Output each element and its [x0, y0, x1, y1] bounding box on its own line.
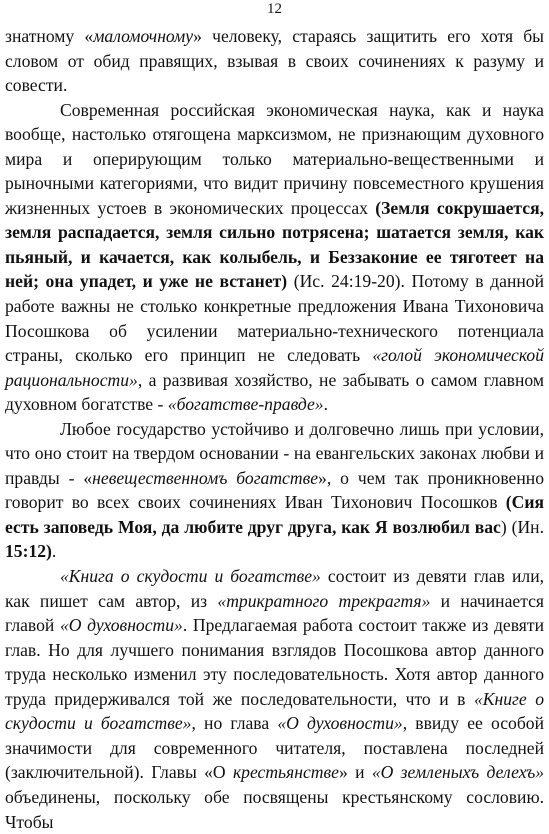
text-run: . Предлагаемая работа состоит также из девяти глав. Но для лучшего понимания взглядов Посошкова автор данного труда несколько изменил эту последовательность. Хотя автор данного труда придерживался той же последовательности, что и в	[5, 615, 545, 709]
text-run: Любое государство устойчиво и долговечно лишь при условии, что оно стоит на твердом основании - на евангельских законах любви и правды -	[5, 418, 544, 488]
paragraph-continuation	[5, 24, 544, 98]
text-run: .	[323, 394, 328, 415]
italic-text: маломочному	[93, 26, 194, 46]
italic-text: «голой экономической рациональности»	[5, 345, 544, 390]
italic-text: «О духовности»	[277, 713, 403, 734]
italic-text: «богатстве-правде»	[167, 394, 324, 415]
page-number: 12	[267, 1, 282, 17]
text-run: ) (Ин.	[500, 516, 544, 537]
italic-text: «О земленыхъ делехъ»	[371, 762, 544, 783]
text-run: » человеку, стараясь защитить его хотя бы словом от обид правящих, взывая в своих сочинениях к разуму и совести.	[5, 26, 544, 96]
document-body	[5, 24, 544, 834]
text-run: »	[318, 467, 327, 488]
bold-scripture-quote: (Сия есть заповедь Моя, да любите друг друга, как Я возлюбил вас	[5, 492, 544, 537]
text-run: «	[83, 467, 93, 488]
text-run: , о чем так проникновенно говорит во всех своих сочинениях Иван Тихонович Посошков	[5, 467, 544, 513]
italic-text: невещественномъ богатстве	[92, 467, 319, 488]
bold-scripture-quote: (Земля сокрушается, земля распадается, земля сильно потрясена; шатается земля, как пьяный, и качается, как колыбель, и Беззаконие ее тяготеет на ней; она упадет, и уже не встанет)	[5, 197, 544, 292]
text-run: объединены, поскольку обе посвящены крестьянскому сословию. Чтобы	[5, 786, 544, 832]
text-run: Современная российская экономическая наука, как и наука вообще, настолько отягощена марксизмом, не признающим духовного мира и оперирующим только материально-вещественными и рыночными категориями, что видит причину повсеместного крушения жизненных устоев в экономических процессах	[5, 99, 544, 218]
text-run: , а развивая хозяйство, не забывать о самом главном духовном богатстве -	[5, 369, 544, 415]
text-run: , но глава	[191, 713, 278, 734]
text-run: » и	[338, 762, 372, 783]
text-run: и начинается главой	[5, 590, 544, 636]
paragraph-state	[5, 417, 544, 564]
text-run: .	[51, 541, 57, 562]
italic-text: «О духовности»	[59, 615, 183, 636]
text-run: , ввиду ее особой значимости для современного читателя, поставлена последней (заключительной). Главы «О	[5, 713, 544, 783]
italic-text: «Книга о скудости и богатстве»	[60, 566, 321, 587]
bold-verse-ref: 15:12)	[5, 541, 52, 562]
italic-text: «трикратного трекрагтя»	[217, 590, 431, 611]
italic-text: крестьянстве	[232, 762, 339, 783]
text-run: (Ис. 24:19-20). Потому в данной работе важны не столько конкретные предложения Ивана Тихоновича Посошкова об усилении материально-технического потенциала страны, сколько его принцип не следовать	[5, 271, 544, 366]
text-run: состоит из девяти глав или, как пишет сам автор, из	[5, 566, 545, 611]
text-run: знатному «	[5, 26, 94, 46]
paragraph-book-structure	[5, 564, 544, 834]
paragraph-economics	[5, 98, 544, 417]
italic-text: «Книге о скудости и богатстве»	[5, 688, 544, 734]
